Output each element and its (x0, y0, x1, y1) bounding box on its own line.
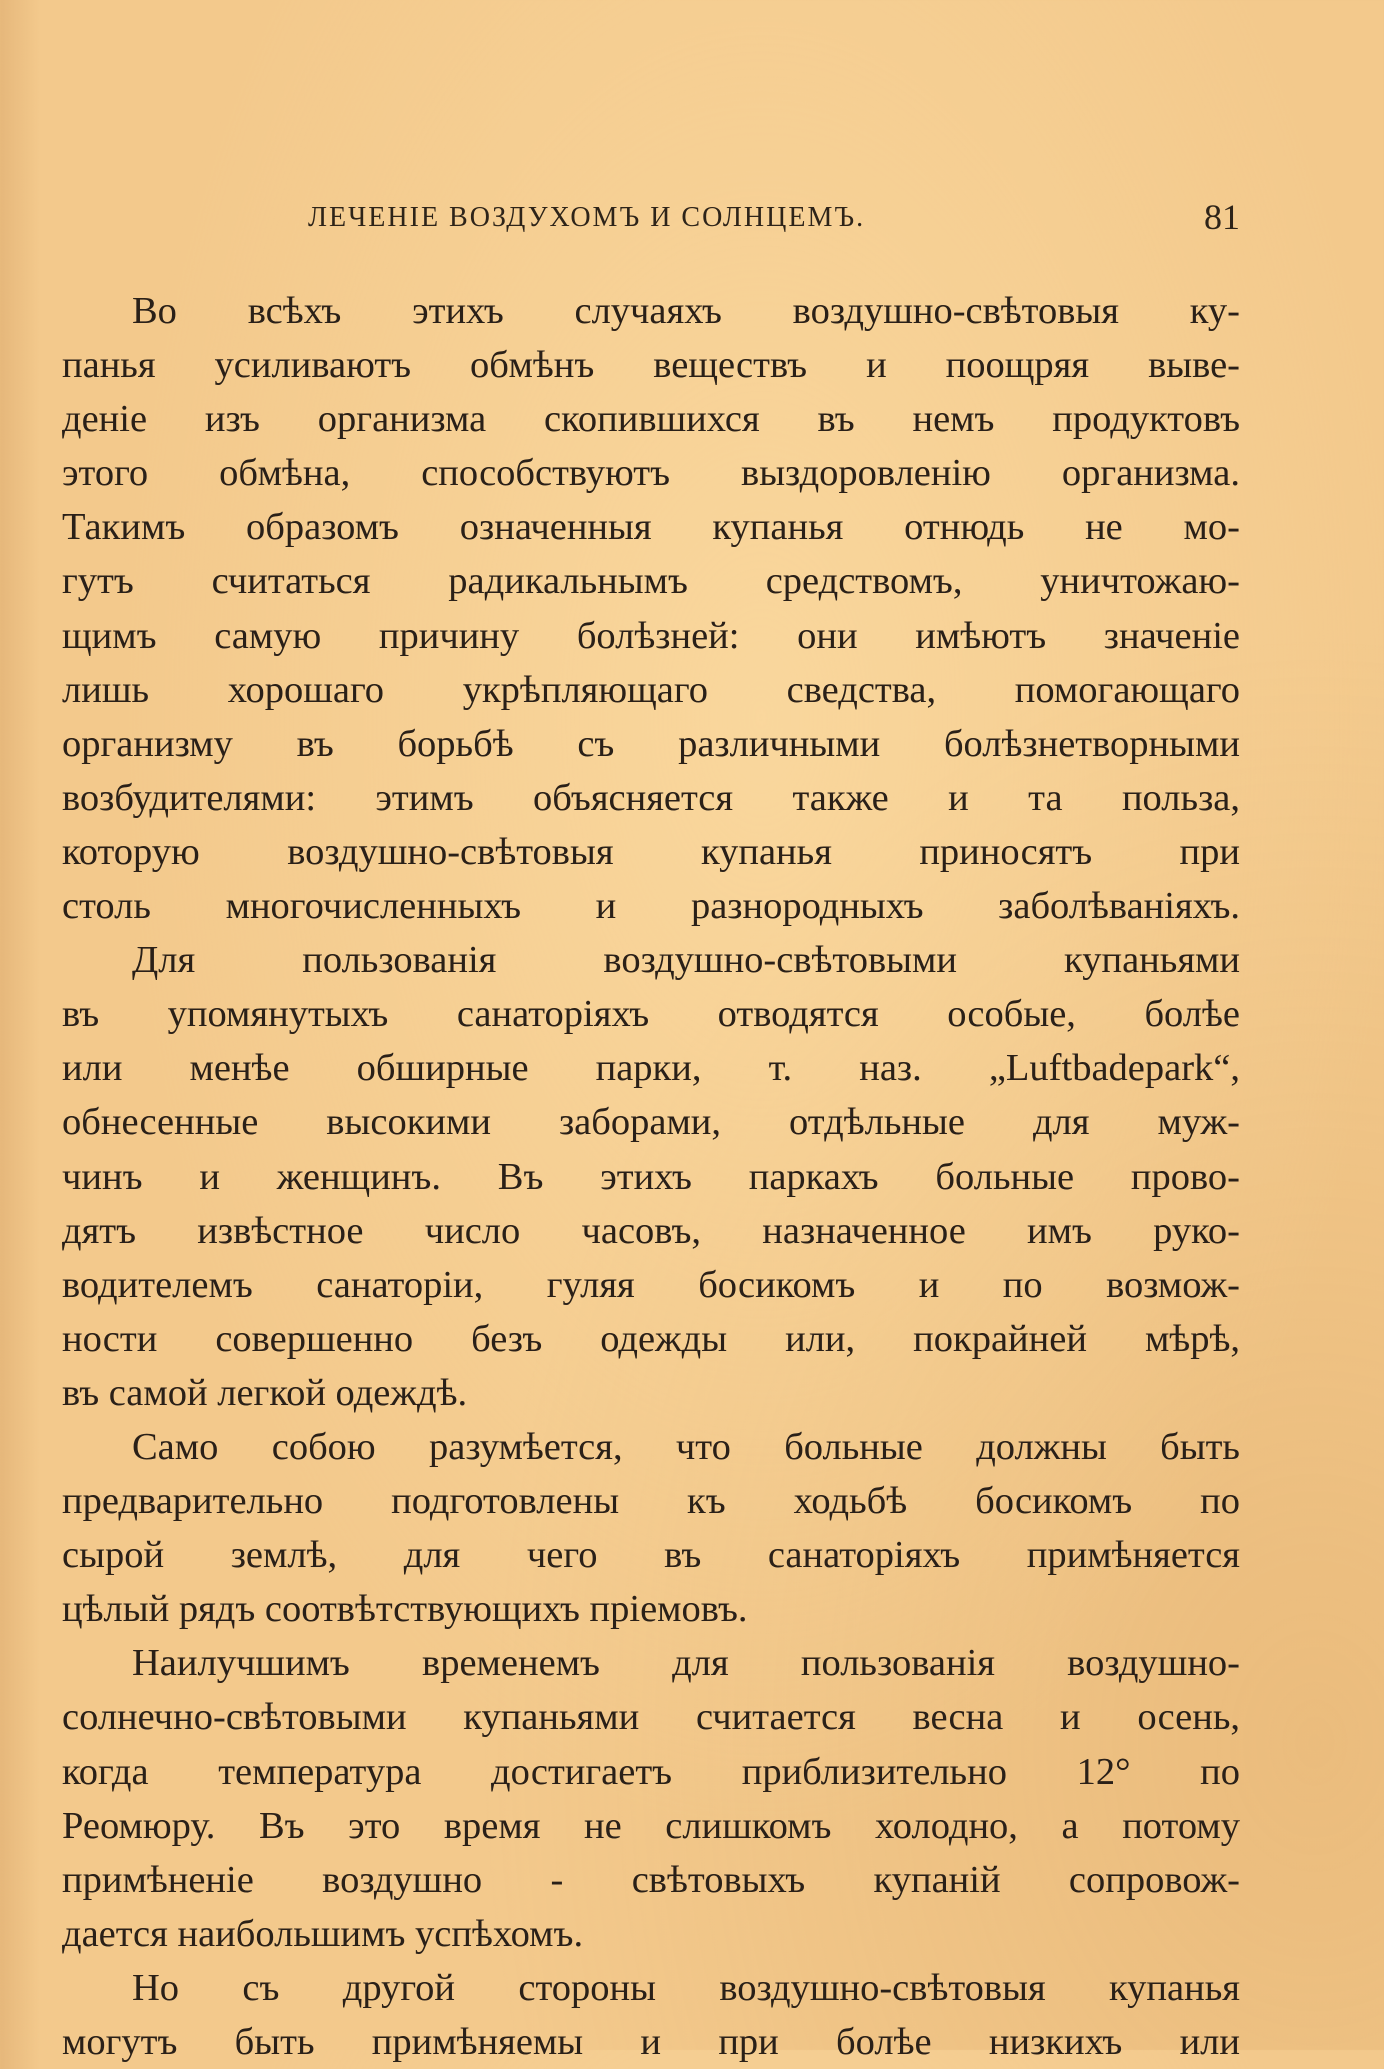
text-line: Для пользованія воздушно-свѣтовыми купаньями (132, 939, 1240, 982)
paragraph-4 (62, 1636, 1240, 1961)
text-line: обнесенные высокими заборами, отдѣльные для муж- (62, 1101, 1240, 1144)
text-line: дается наибольшимъ успѣхомъ. (62, 1912, 584, 1955)
page-number: 81 (1204, 197, 1240, 237)
running-head (62, 196, 1240, 240)
text-line: возбудителями: этимъ объясняется также и та польза, (62, 776, 1240, 819)
text-line: въ самой легкой одеждѣ. (62, 1371, 468, 1414)
text-line: организму въ борьбѣ съ различными болѣзнетворными (62, 722, 1240, 765)
text-line: Во всѣхъ этихъ случаяхъ воздушно-свѣтовыя ку- (132, 290, 1240, 332)
text-line: ности совершенно безъ одежды или, покрайней мѣрѣ, (62, 1317, 1240, 1360)
paragraph-1 (62, 284, 1240, 933)
text-line: Такимъ образомъ означенныя купанья отнюдь не мо- (62, 506, 1240, 549)
text-line: цѣлый рядъ соотвѣтствующихъ пріемовъ. (62, 1588, 748, 1631)
text-line: могутъ быть примѣняемы и при болѣе низкихъ или (62, 2021, 1240, 2063)
text-line: панья усиливаютъ обмѣнъ веществъ и поощряя выве- (62, 344, 1240, 387)
body-text (62, 284, 1240, 2069)
text-line: въ упомянутыхъ санаторіяхъ отводятся особые, болѣе (62, 993, 1240, 1036)
text-line: которую воздушно-свѣтовыя купанья приносятъ при (62, 830, 1240, 873)
paragraph-3 (62, 1420, 1240, 1636)
text-line: Реомюру. Въ это время не слишкомъ холодно, а потому (62, 1804, 1240, 1847)
text-line: щимъ самую причину болѣзней: они имѣютъ значеніе (62, 614, 1240, 657)
text-line: Наилучшимъ временемъ для пользованія воздушно- (132, 1642, 1240, 1685)
text-line: водителемъ санаторіи, гуляя босикомъ и по возмож- (62, 1263, 1240, 1306)
text-line: дятъ извѣстное число часовъ, назначенное имъ руко- (62, 1209, 1240, 1252)
text-line: Но съ другой стороны воздушно-свѣтовыя купанья (132, 1966, 1240, 2009)
paragraph-2 (62, 933, 1240, 1420)
text-line: предварительно подготовлены къ ходьбѣ босикомъ по (62, 1480, 1240, 1523)
text-line: солнечно-свѣтовыми купаньями считается весна и осень, (62, 1696, 1240, 1739)
text-line: сырой землѣ, для чего въ санаторіяхъ примѣняется (62, 1534, 1240, 1577)
text-line: примѣненіе воздушно - свѣтовыхъ купаній сопровож- (62, 1858, 1240, 1901)
text-line: или менѣе обширные парки, т. наз. „Luftbadepark“, (62, 1047, 1240, 1090)
running-head-title: ЛЕЧЕНІЕ ВОЗДУХОМЪ И СОЛНЦЕМЪ. (308, 202, 866, 233)
text-line: Само собою разумѣется, что больные должны быть (132, 1425, 1240, 1468)
text-line: деніе изъ организма скопившихся въ немъ продуктовъ (62, 398, 1240, 441)
text-line: лишь хорошаго укрѣпляющаго сведства, помогающаго (62, 668, 1240, 711)
text-line: столь многочисленныхъ и разнородныхъ заболѣваніяхъ. (62, 885, 1240, 928)
text-line: чинъ и женщинъ. Въ этихъ паркахъ больные прово- (62, 1155, 1240, 1198)
text-line: гутъ считаться радикальнымъ средствомъ, уничтожаю- (62, 560, 1240, 603)
text-line: этого обмѣна, способствуютъ выздоровленію организма. (62, 452, 1240, 495)
paragraph-5 (62, 1961, 1240, 2069)
text-line: когда температура достигаетъ приблизительно 12° по (62, 1750, 1240, 1793)
